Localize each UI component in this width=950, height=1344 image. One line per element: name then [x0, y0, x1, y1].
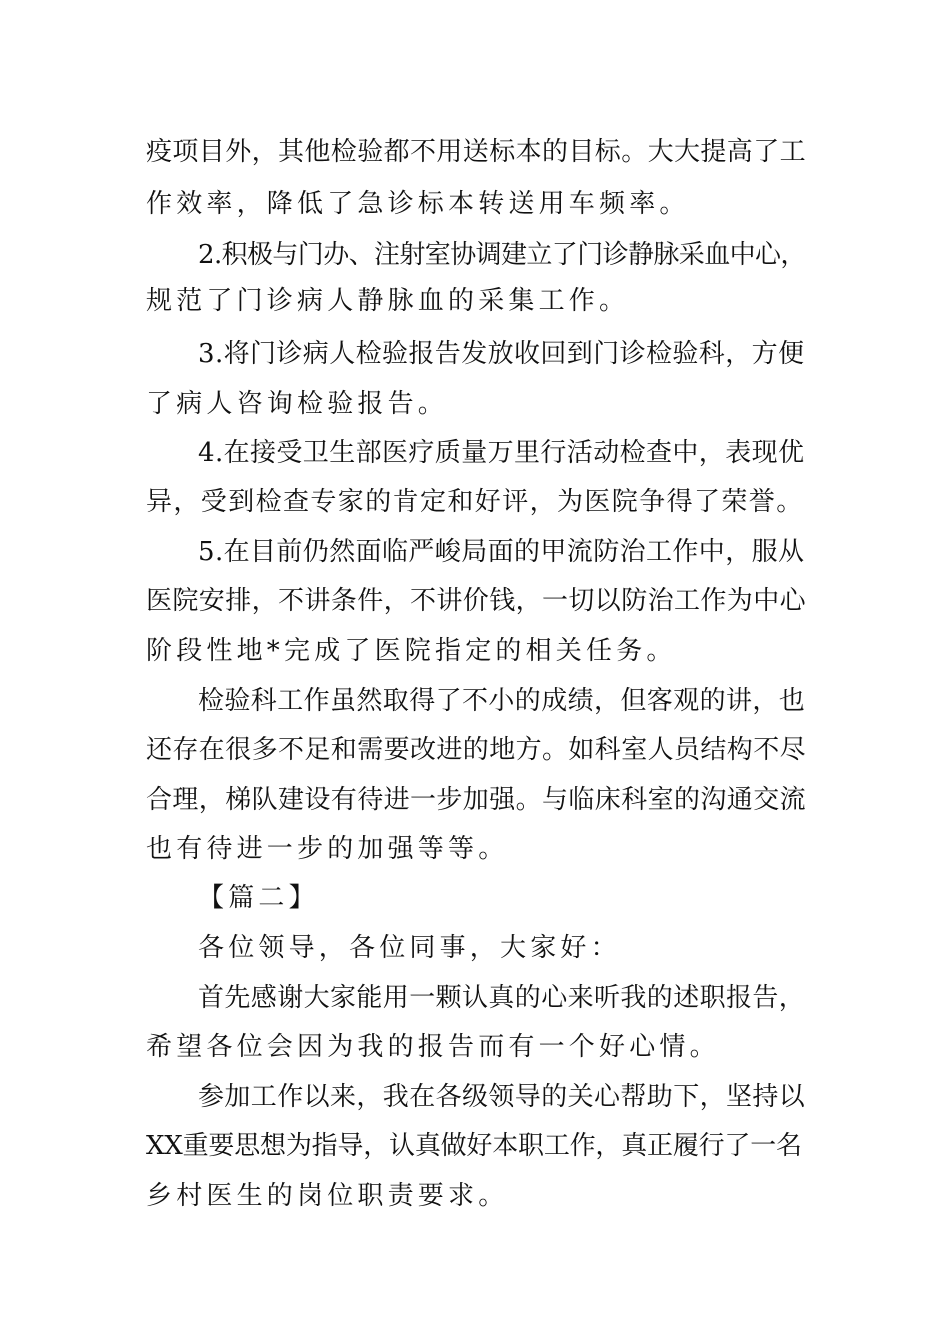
text-line: 疫项目外，其他检验都不用送标本的目标。大大提高了工	[146, 137, 807, 167]
list-item-3: 3.将门诊病人检验报告发放收回到门诊检验科，方便	[198, 339, 805, 369]
list-item-4: 4.在接受卫生部医疗质量万里行活动检查中，表现优	[198, 438, 805, 468]
text-line: 合理，梯队建设有待进一步加强。与临床科室的沟通交流	[146, 785, 807, 815]
text-line: 规范了门诊病人静脉血的采集工作。	[146, 286, 630, 316]
text-line: 乡村医生的岗位职责要求。	[146, 1181, 509, 1211]
text-line: 也有待进一步的加强等等。	[146, 834, 509, 864]
paragraph-start: 检验科工作虽然取得了不小的成绩，但客观的讲，也	[198, 686, 806, 716]
text-line: 阶段性地*完成了医院指定的相关任务。	[146, 636, 677, 666]
paragraph-start: 首先感谢大家能用一颗认真的心来听我的述职报告，	[198, 983, 806, 1013]
text-line: 医院安排，不讲条件，不讲价钱，一切以防治工作为中心	[146, 586, 807, 616]
text-line: 希望各位会因为我的报告而有一个好心情。	[146, 1032, 720, 1062]
section-heading: 【篇二】	[198, 883, 319, 913]
list-item-2: 2.积极与门办、注射室协调建立了门诊静脉采血中心，	[198, 240, 806, 270]
paragraph-start: 参加工作以来，我在各级领导的关心帮助下，坚持以	[198, 1082, 806, 1112]
greeting-line: 各位领导，各位同事，大家好：	[198, 933, 621, 963]
text-line: 了病人咨询检验报告。	[146, 389, 449, 419]
list-item-5: 5.在目前仍然面临严峻局面的甲流防治工作中，服从	[198, 537, 805, 567]
text-line: 作效率，降低了急诊标本转送用车频率。	[146, 189, 690, 219]
text-line: 还存在很多不足和需要改进的地方。如科室人员结构不尽	[146, 735, 807, 765]
text-line: XX重要思想为指导，认真做好本职工作，真正履行了一名	[146, 1131, 802, 1161]
text-line: 异，受到检查专家的肯定和好评，为医院争得了荣誉。	[146, 487, 804, 517]
